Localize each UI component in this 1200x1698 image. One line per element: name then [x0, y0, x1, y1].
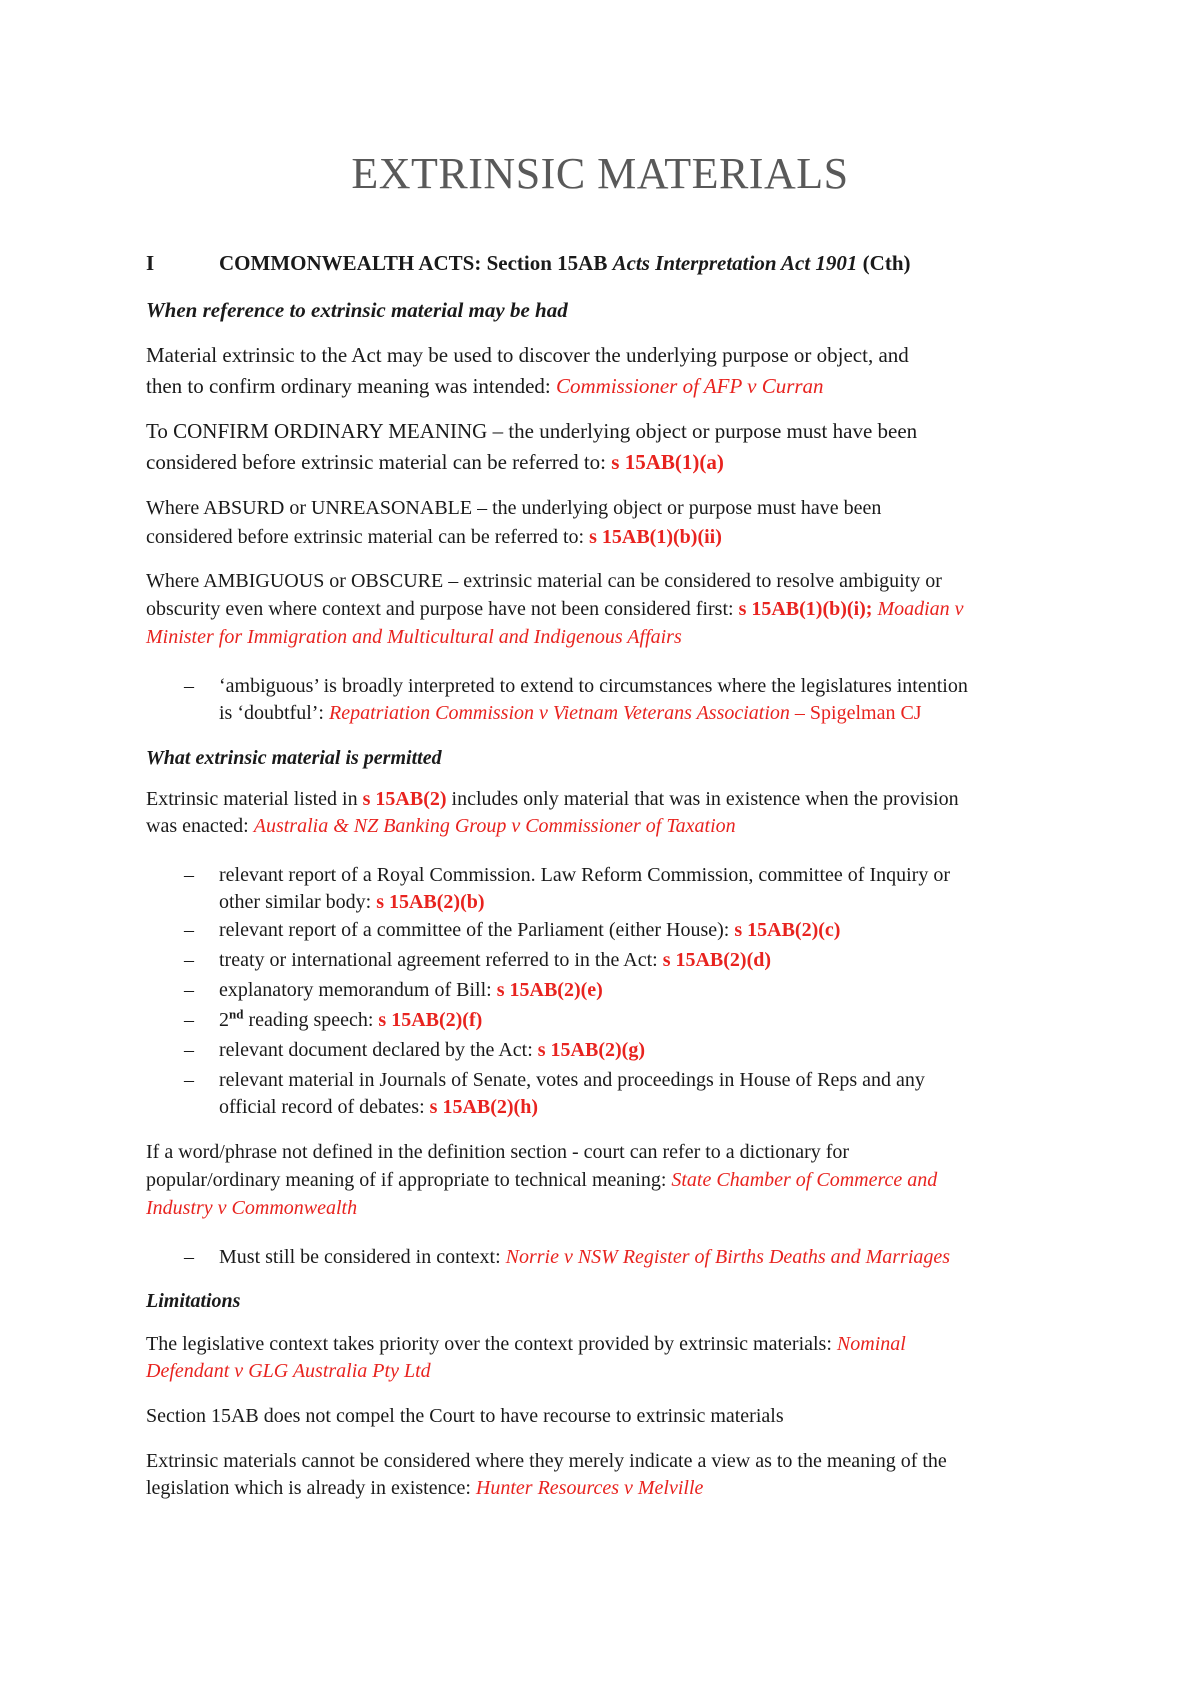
text-run: is ‘doubtful’:	[219, 702, 329, 724]
section-reference: s 15AB(2)(d)	[662, 949, 772, 971]
section-reference: s 15AB(1)(b)(i);	[738, 598, 873, 620]
bullet-ambiguous-line2	[219, 700, 922, 726]
para-ambiguous-line3: Minister for Immigration and Multicultural and Indigenous Affairs	[146, 626, 682, 648]
section-reference: s 15AB(2)(f)	[378, 1009, 483, 1031]
list-item-parliament-committee	[219, 917, 840, 943]
section-reference: s 15AB(1)(a)	[611, 450, 724, 474]
para-absurd-line1: Where ABSURD or UNREASONABLE – the underlying object or purpose must have been	[146, 497, 882, 519]
subheading-when-reference: When reference to extrinsic material may be had	[146, 298, 568, 322]
bullet-context	[219, 1244, 950, 1270]
case-citation: Nominal	[836, 1333, 906, 1355]
text-run: other similar body:	[219, 891, 377, 913]
section-reference: s 15AB(1)(b)(ii)	[589, 526, 722, 548]
section-number: I	[146, 251, 155, 275]
text-run: explanatory memorandum of Bill:	[219, 979, 497, 1001]
section-heading	[219, 251, 911, 276]
text-run: then to confirm ordinary meaning was intended:	[146, 374, 556, 398]
text-run: considered before extrinsic material can be referred to:	[146, 450, 612, 474]
case-citation: Moadian v	[872, 598, 964, 620]
text-run: obscurity even where context and purpose have not been considered first:	[146, 598, 739, 620]
section-reference: s 15AB(2)	[362, 788, 447, 810]
para-confirm-line2	[146, 449, 724, 475]
case-citation: Australia & NZ Banking Group v Commissioner of Taxation	[253, 815, 736, 837]
para-existing-view-line2	[146, 1475, 703, 1501]
para-ambiguous-line1: Where AMBIGUOUS or OBSCURE – extrinsic material can be considered to resolve ambiguity or	[146, 570, 942, 592]
list-item-explanatory-memo	[219, 977, 603, 1003]
case-citation: Commissioner of AFP v Curran	[555, 374, 824, 398]
section-reference: s 15AB(2)(h)	[429, 1096, 538, 1118]
para-ambiguous-line2	[146, 596, 964, 622]
text-run: was enacted:	[146, 815, 254, 837]
bullet-dash: –	[184, 919, 194, 941]
text-run: Must still be considered in context:	[219, 1246, 506, 1268]
text-run: relevant document declared by the Act:	[219, 1039, 538, 1061]
para-existing-view-line1: Extrinsic materials cannot be considered where they merely indicate a view as to the meaning of the	[146, 1450, 947, 1472]
section-reference: s 15AB(2)(g)	[537, 1039, 645, 1061]
bullet-dash: –	[184, 979, 194, 1001]
section-reference: s 15AB(2)(c)	[734, 919, 841, 941]
bullet-dash: –	[184, 864, 194, 886]
bullet-dash: –	[184, 675, 194, 697]
bullet-ambiguous-line1: ‘ambiguous’ is broadly interpreted to extend to circumstances where the legislatures intention	[219, 675, 968, 697]
text-run: official record of debates:	[219, 1096, 430, 1118]
list-item-second-reading	[219, 1007, 482, 1033]
bullet-dash: –	[184, 1009, 194, 1031]
para-legislative-context-line1	[146, 1331, 906, 1357]
bullet-dash: –	[184, 1069, 194, 1091]
list-item-journals-line2	[219, 1094, 538, 1120]
text-run: The legislative context takes priority over the context provided by extrinsic materials:	[146, 1333, 837, 1355]
section-heading-jurisdiction: (Cth)	[857, 251, 911, 275]
text-run: considered before extrinsic material can be referred to:	[146, 526, 590, 548]
judge-name: – Spigelman CJ	[789, 702, 922, 724]
text-run: reading speech:	[243, 1009, 379, 1031]
para-dictionary-line2	[146, 1167, 937, 1193]
para-purpose-line2	[146, 373, 824, 399]
para-confirm-line1: To CONFIRM ORDINARY MEANING – the underlying object or purpose must have been	[146, 419, 918, 443]
text-run: treaty or international agreement referred to in the Act:	[219, 949, 663, 971]
case-citation: Norrie v NSW Register of Births Deaths and Marriages	[505, 1246, 951, 1268]
list-item-treaty	[219, 947, 771, 973]
case-citation: State Chamber of Commerce and	[671, 1169, 938, 1191]
para-dictionary-line1: If a word/phrase not defined in the definition section - court can refer to a dictionary for	[146, 1141, 850, 1163]
bullet-dash: –	[184, 949, 194, 971]
section-reference: s 15AB(2)(e)	[496, 979, 603, 1001]
subheading-permitted: What extrinsic material is permitted	[146, 747, 442, 769]
bullet-dash: –	[184, 1039, 194, 1061]
list-item-journals-line1: relevant material in Journals of Senate, votes and proceedings in House of Reps and any	[219, 1069, 925, 1091]
text-run: popular/ordinary meaning of if appropriate to technical meaning:	[146, 1169, 672, 1191]
para-listed-line1	[146, 786, 959, 812]
text-run: Extrinsic material listed in	[146, 788, 363, 810]
list-item-royal-commission-line2	[219, 889, 485, 915]
text-run: legislation which is already in existence:	[146, 1477, 476, 1499]
para-absurd-line2	[146, 524, 722, 550]
ordinal-suffix: nd	[229, 1006, 244, 1022]
para-listed-line2	[146, 813, 736, 839]
para-purpose-line1: Material extrinsic to the Act may be used to discover the underlying purpose or object, and	[146, 343, 909, 367]
document-title: EXTRINSIC MATERIALS	[351, 149, 849, 198]
para-dictionary-line3: Industry v Commonwealth	[146, 1197, 358, 1219]
case-citation: Repatriation Commission v Vietnam Veterans Association	[329, 702, 790, 724]
section-reference: s 15AB(2)(b)	[376, 891, 485, 913]
subheading-limitations: Limitations	[146, 1290, 241, 1312]
text-run: 2	[219, 1009, 229, 1031]
list-item-declared-document	[219, 1037, 645, 1063]
act-name: Acts Interpretation Act 1901	[612, 251, 858, 275]
case-citation: Hunter Resources v Melville	[475, 1477, 704, 1499]
list-item-royal-commission-line1: relevant report of a Royal Commission. Law Reform Commission, committee of Inquiry or	[219, 864, 950, 886]
text-run: relevant report of a committee of the Parliament (either House):	[219, 919, 735, 941]
text-run: includes only material that was in existence when the provision	[446, 788, 959, 810]
bullet-dash: –	[184, 1246, 194, 1268]
section-heading-part: COMMONWEALTH ACTS: Section 15AB	[219, 251, 613, 275]
para-no-compulsion: Section 15AB does not compel the Court to have recourse to extrinsic materials	[146, 1405, 784, 1427]
para-legislative-context-line2: Defendant v GLG Australia Pty Ltd	[146, 1360, 431, 1382]
